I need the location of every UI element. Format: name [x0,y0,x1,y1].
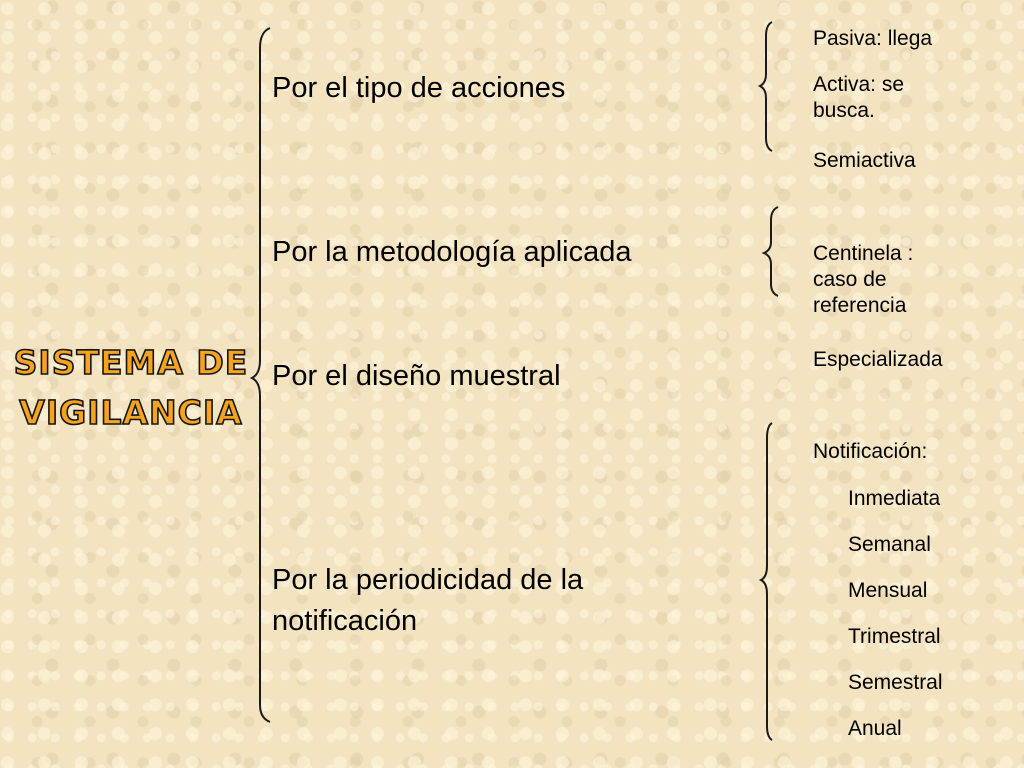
leaf-especializada: Especializada [813,348,943,371]
leaf-inmediata: Inmediata [848,487,941,510]
title-line-2: VIGILANCIA [19,393,243,432]
leaf-semestral: Semestral [848,671,943,694]
leaf-centinela: Centinela : caso de referencia [813,242,914,317]
leaf-mensual: Mensual [848,579,928,602]
bracket-metodologia [764,207,778,296]
leaf-activa: Activa: se busca. [813,73,905,122]
leaf-semiactiva: Semiactiva [813,149,916,172]
diagram-title [0,338,262,438]
branch-tipo-acciones: Por el tipo de acciones [272,72,566,104]
branch-metodologia: Por la metodología aplicada [272,236,632,268]
branch-diseno-muestral: Por el diseño muestral [272,360,561,392]
leaf-trimestral: Trimestral [848,625,941,648]
leaf-notificacion: Notificación: [813,440,928,463]
bracket-tipo-acciones [760,22,772,151]
bracket-periodicidad [761,423,772,740]
leaf-semanal: Semanal [848,533,931,556]
title-line-1: SISTEMA DE [13,343,249,382]
branch-periodicidad: Por la periodicidad de la notificación [272,564,584,637]
leaf-anual: Anual [848,717,902,740]
leaf-pasiva: Pasiva: llega [813,27,933,50]
